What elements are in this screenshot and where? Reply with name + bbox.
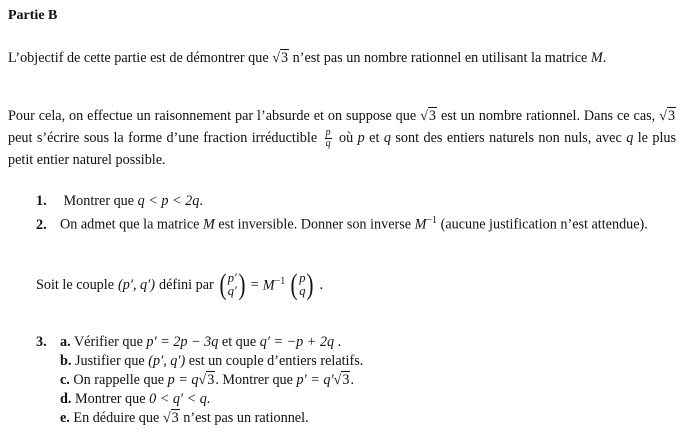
vector-pq: ( p q ) bbox=[290, 268, 314, 301]
question-3e bbox=[60, 410, 309, 427]
fraction-p-over-q: $\frac{p}{q}$ bbox=[325, 127, 331, 150]
equals-sign: = bbox=[250, 276, 259, 293]
hyp-text-2: est un nombre rationnel. Dans ce cas, bbox=[440, 108, 656, 124]
var-q: q bbox=[626, 130, 634, 146]
couple-pair: (p′, q′) bbox=[118, 276, 155, 293]
matrix-m: M bbox=[203, 216, 215, 233]
question-text: Vérifier que bbox=[73, 334, 143, 350]
period: . bbox=[319, 276, 323, 293]
hyp-text-1: Pour cela, on effectue un raisonnement par l’absurde et on suppose que bbox=[8, 108, 417, 124]
inequality: q < p < 2q bbox=[137, 193, 200, 209]
section-title: Partie B bbox=[8, 8, 58, 23]
var-p: p bbox=[357, 130, 365, 146]
question-text: et que bbox=[221, 334, 257, 350]
hyp-text-5: et bbox=[369, 130, 380, 146]
question-text: est inversible. Donner son inverse bbox=[218, 216, 412, 233]
sqrt-3: √3 bbox=[333, 372, 350, 388]
sub-label: d. bbox=[60, 391, 72, 407]
period: . bbox=[206, 391, 211, 407]
couple-text: Soit le couple bbox=[36, 276, 115, 293]
objective-paragraph bbox=[8, 49, 676, 68]
exponent: −1 bbox=[274, 275, 286, 287]
equation: p = q bbox=[167, 372, 199, 388]
sqrt-3: √3 bbox=[659, 108, 676, 124]
period: . bbox=[337, 334, 342, 350]
hypothesis-paragraph bbox=[8, 105, 676, 171]
question-text: n’est pas un rationnel. bbox=[183, 410, 309, 426]
question-2 bbox=[36, 212, 676, 234]
sub-label: b. bbox=[60, 353, 72, 369]
question-3c bbox=[60, 372, 354, 389]
question-text: Montrer que bbox=[63, 193, 135, 209]
period: . bbox=[350, 372, 354, 388]
sqrt-3: √3 bbox=[162, 410, 179, 426]
hyp-text-4: où bbox=[339, 130, 354, 146]
vector-pq-prime: ( p′ q′ ) bbox=[219, 268, 246, 301]
objective-text-2: n’est pas un nombre rationnel en utilisant la matrice bbox=[292, 50, 588, 66]
hyp-text-7: le plus petit entier naturel possible. bbox=[8, 130, 677, 169]
question-number: 2. bbox=[36, 216, 47, 233]
question-number: 1. bbox=[36, 193, 47, 209]
couple-text: défini par bbox=[158, 276, 214, 293]
equation: p′ = 2p − 3q bbox=[146, 334, 219, 350]
period: . bbox=[199, 193, 203, 209]
question-1 bbox=[36, 193, 203, 210]
sub-label: c. bbox=[60, 372, 70, 388]
question-text: On admet que la matrice bbox=[60, 216, 200, 233]
hyp-text-3: peut s’écrire sous la forme d’une fraction irréductible bbox=[8, 130, 318, 146]
question-text: (aucune justification n’est attendue). bbox=[440, 216, 648, 233]
question-text: En déduire que bbox=[73, 410, 160, 426]
equation: q′ = −p + 2q bbox=[259, 334, 335, 350]
matrix-m: M bbox=[262, 277, 275, 294]
objective-text-1: L’objectif de cette partie est de démontrer que bbox=[8, 50, 269, 66]
sqrt-3: √3 bbox=[420, 108, 436, 124]
question-text: Justifier que bbox=[74, 353, 145, 369]
equation: p′ = q′ bbox=[296, 372, 334, 388]
matrix-m: M bbox=[414, 216, 427, 233]
question-text: est un couple d’entiers relatifs. bbox=[188, 353, 364, 369]
question-text: . Montrer que bbox=[215, 372, 293, 388]
sqrt-3: √3 bbox=[198, 372, 215, 388]
couple-definition bbox=[36, 270, 323, 300]
matrix-m: M bbox=[590, 50, 603, 66]
sub-label: a. bbox=[60, 334, 71, 350]
sub-label: e. bbox=[60, 410, 70, 426]
question-3d bbox=[60, 391, 210, 408]
inequality: 0 < q′ < q bbox=[149, 391, 207, 407]
question-text: On rappelle que bbox=[73, 372, 165, 388]
question-3b bbox=[60, 353, 363, 370]
sqrt-3: √3 bbox=[272, 50, 289, 66]
question-text: Montrer que bbox=[74, 391, 146, 407]
exponent: −1 bbox=[426, 215, 438, 226]
question-number: 3. bbox=[36, 334, 47, 350]
hyp-text-6: sont des entiers naturels non nuls, avec bbox=[395, 130, 622, 146]
question-3a bbox=[36, 334, 341, 351]
var-q: q bbox=[383, 130, 391, 146]
objective-period: . bbox=[602, 50, 607, 66]
couple-pair: (p′, q′) bbox=[148, 353, 186, 369]
